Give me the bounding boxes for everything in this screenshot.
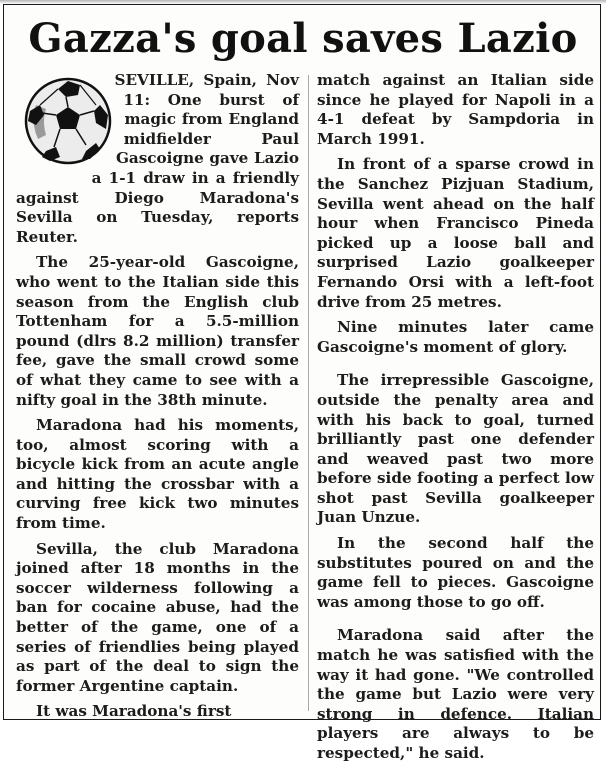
paragraph: In front of a sparse crowd in the Sanchez Pizjuan Stadium, Sevilla went ahead on the half hour when Francisco Pineda picked up a loose ball and surprised Lazio goalkeeper Fernando Orsi with a left-foot drive from 25 metres.: [317, 155, 594, 311]
column-divider: [308, 75, 309, 711]
right-column: [317, 71, 594, 770]
paragraph-continued: match against an Italian side since he played for Napoli in a 4-1 defeat by Sampdoria in March 1991.: [317, 71, 594, 148]
paragraph-lead: SEVILLE, Spain, Nov 11: One burst of magic from England midfielder Paul Gascoigne gave Lazio a 1-1 draw in a friendly against Diego Maradona's Sevilla on Tuesday, reports Reuter.: [16, 71, 299, 246]
left-column: [16, 71, 299, 728]
soccer-ball-icon: [16, 75, 122, 167]
paragraph: The irrepressible Gascoigne, outside the penalty area and with his back to goal, turned brilliantly past one defender and weaved past two more before side footing a perfect low shot past Sevilla goalkeeper Juan Unzue.: [317, 371, 594, 527]
paragraph: Maradona had his moments, too, almost scoring with a bicycle kick from an acute angle and hitting the crossbar with a curving free kick two minutes from time.: [16, 416, 299, 533]
paragraph: It was Maradona's first: [36, 702, 232, 721]
paragraph: Maradona said after the match he was satisfied with the way it had gone. "We controlled the game but Lazio were very strong in defence. Italian players are always to be respected," he said.: [317, 626, 594, 762]
paragraph: The 25-year-old Gascoigne, who went to the Italian side this season from the English club Tottenham for a 5.5-million pound (dlrs 8.2 million) transfer fee, gave the small crowd some of what they came to see with a nifty goal in the 38th minute.: [16, 253, 299, 409]
headline: Gazza's goal saves Lazio: [28, 15, 578, 62]
paragraph: Nine minutes later came Gascoigne's moment of glory.: [317, 318, 594, 356]
paragraph: Sevilla, the club Maradona joined after 18 months in the soccer wilderness following a ban for cocaine abuse, had the better of the game, one of a series of friendlies being played as part of the deal to sign the former Argentine captain.: [16, 539, 299, 695]
newspaper-clipping: [3, 4, 601, 762]
paragraph: In the second half the substitutes poured on and the game fell to pieces. Gascoigne was among those to go off.: [317, 534, 594, 611]
